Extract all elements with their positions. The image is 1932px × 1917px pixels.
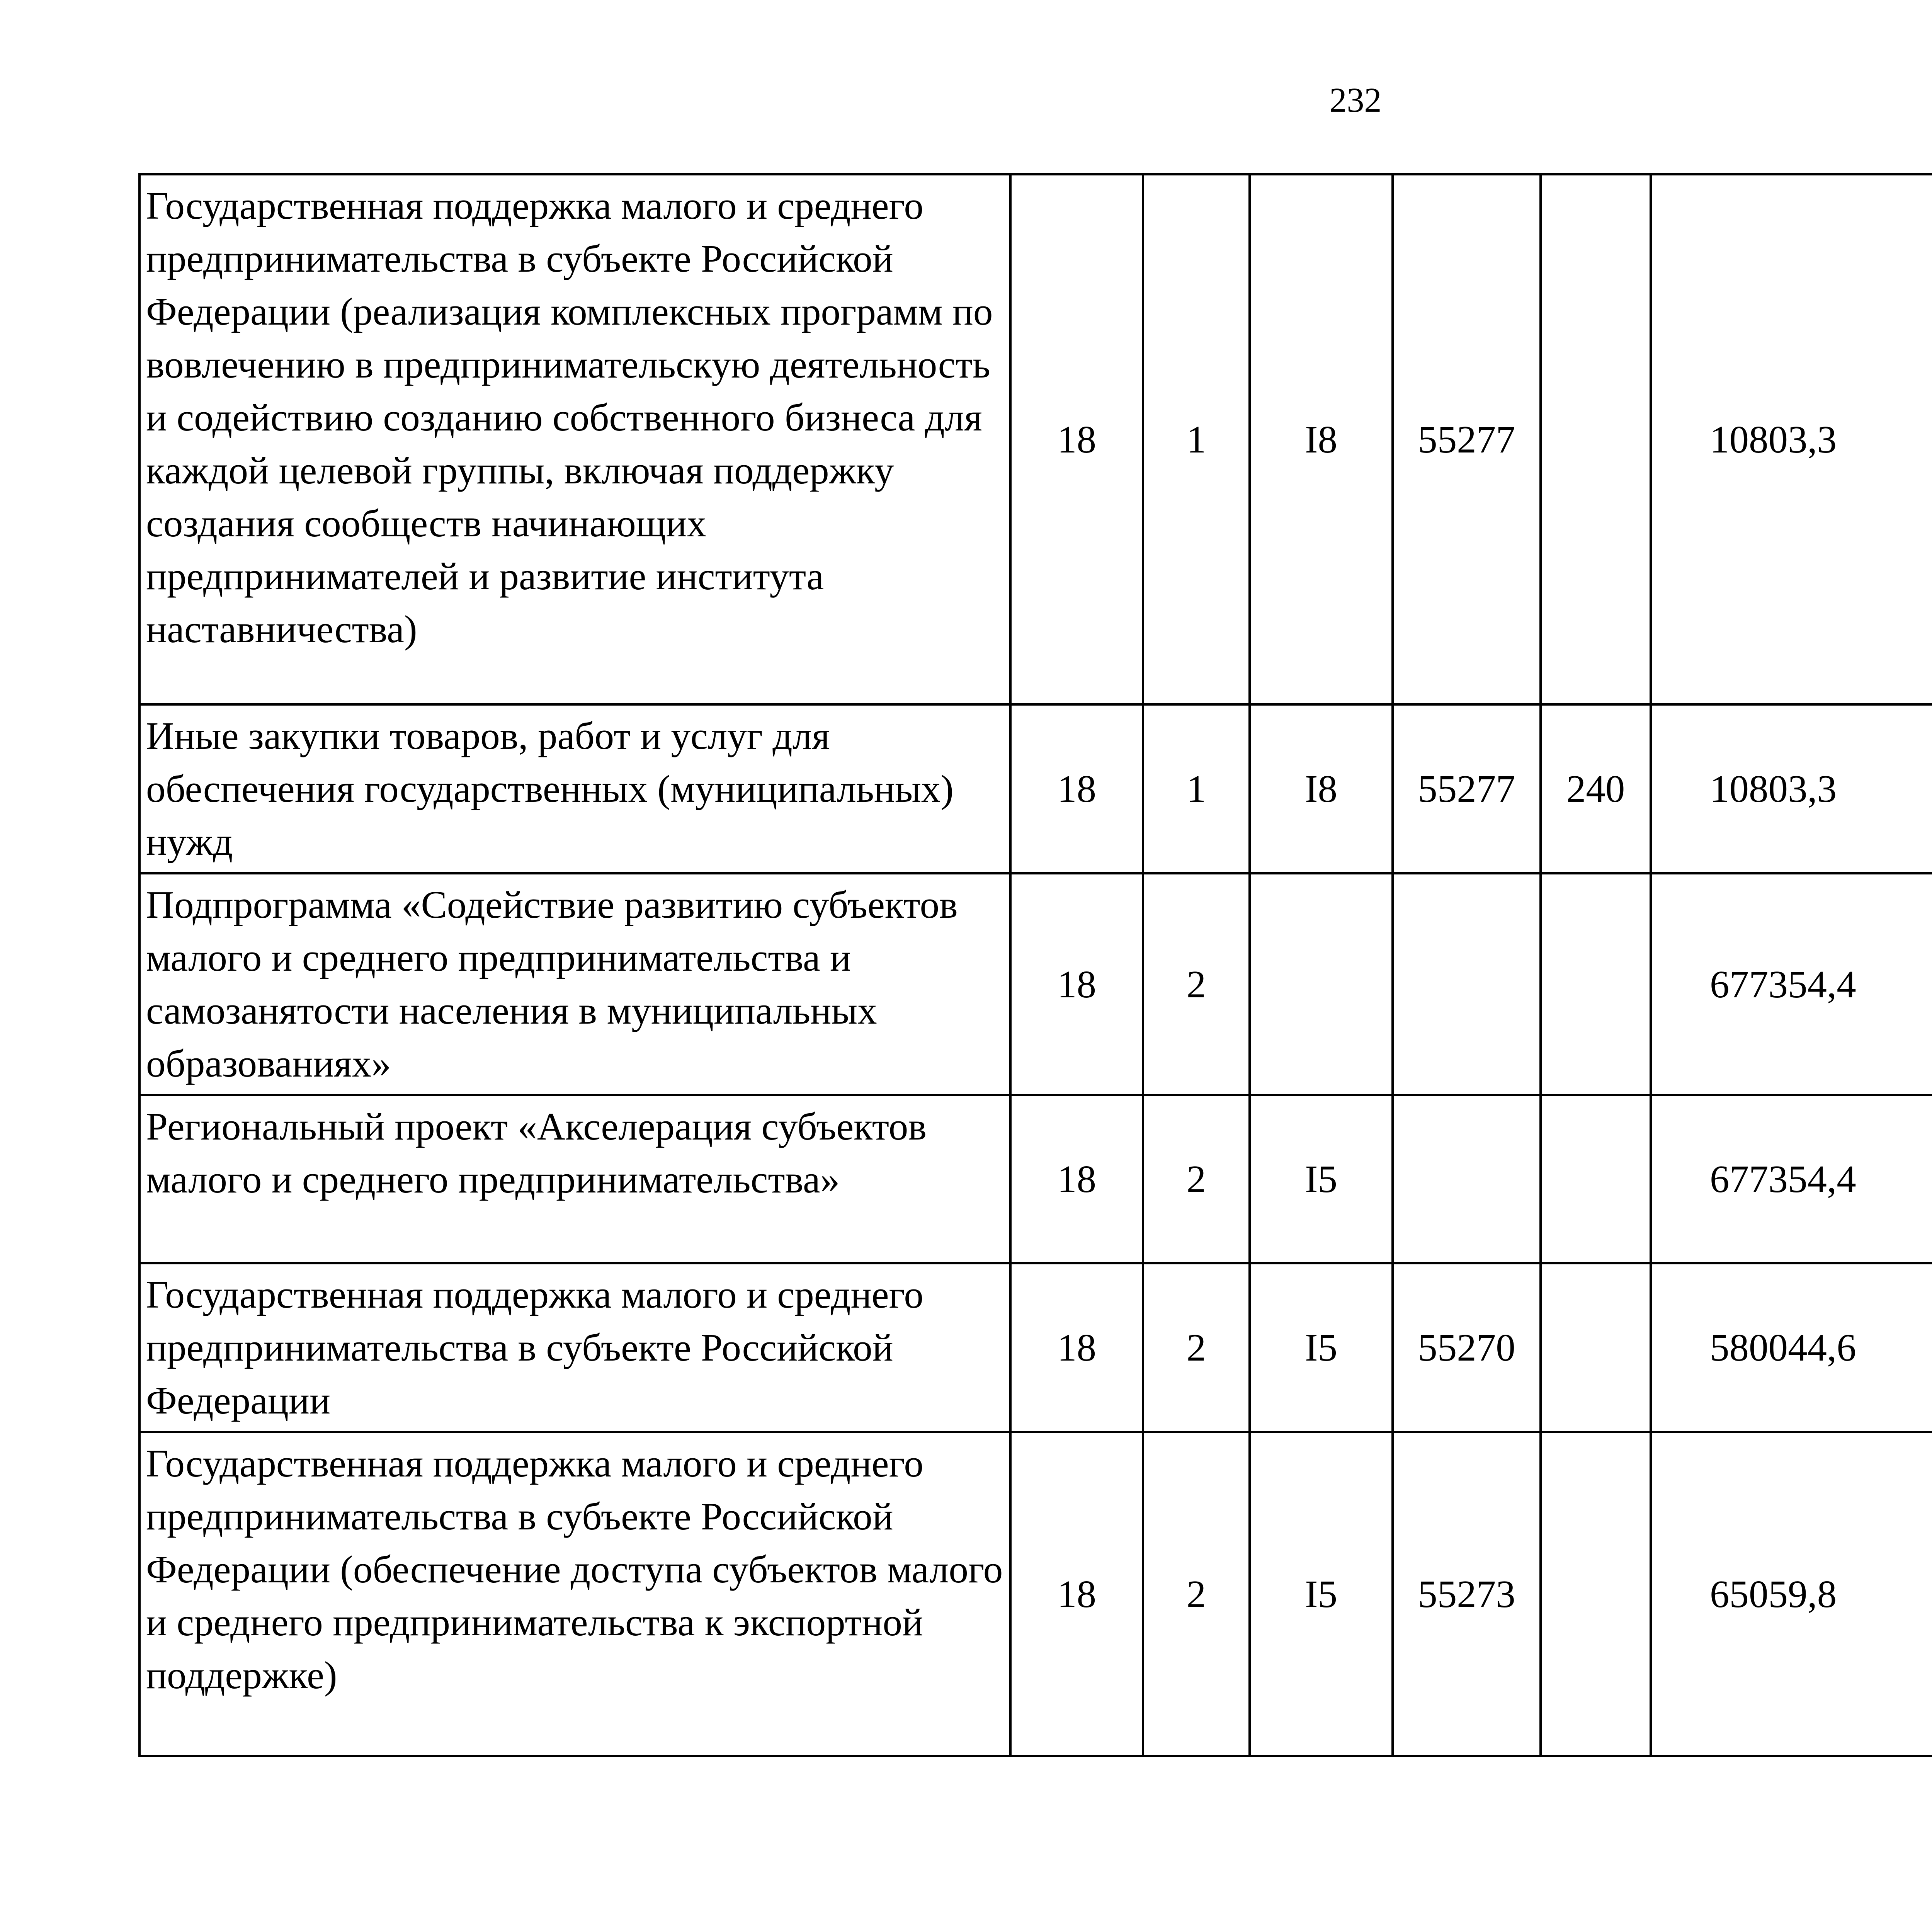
row-name-cell: Государственная поддержка малого и среднего предпринимательства в субъекте Российской Федерации (обеспечение доступа субъектов малого и среднего предпринимательства к экспортной поддержке) — [139, 1432, 1010, 1756]
subprogram-code-cell: 2 — [1143, 873, 1250, 1095]
expense-type-cell — [1541, 873, 1651, 1095]
row-name-cell: Государственная поддержка малого и среднего предпринимательства в субъекте Российской Федерации (реализация комплексных программ по вовлечению в предпринимательскую деятельность и содействию созданию собственного бизнеса для каждой целевой группы, включая поддержку создания сообществ начинающих предпринимателей и развитие института наставничества) — [139, 174, 1010, 704]
amount-1-cell: 580044,6 — [1651, 1263, 1932, 1432]
program-code-cell: 18 — [1010, 704, 1143, 873]
direction-code-cell — [1393, 1095, 1541, 1263]
table-row — [139, 1263, 1932, 1432]
subprogram-code-cell: 2 — [1143, 1432, 1250, 1756]
subprogram-code-cell: 2 — [1143, 1263, 1250, 1432]
amount-1-cell: 677354,4 — [1651, 873, 1932, 1095]
row-name-cell: Иные закупки товаров, работ и услуг для обеспечения государственных (муниципальных) нужд — [139, 704, 1010, 873]
project-code-cell: I5 — [1250, 1263, 1393, 1432]
program-code-cell: 18 — [1010, 1095, 1143, 1263]
project-code-cell — [1250, 873, 1393, 1095]
table-row — [139, 704, 1932, 873]
amount-1-cell: 65059,8 — [1651, 1432, 1932, 1756]
subprogram-code-cell: 2 — [1143, 1095, 1250, 1263]
program-code-cell: 18 — [1010, 1263, 1143, 1432]
program-code-cell: 18 — [1010, 873, 1143, 1095]
project-code-cell: I5 — [1250, 1432, 1393, 1756]
table-row — [139, 873, 1932, 1095]
direction-code-cell: 55273 — [1393, 1432, 1541, 1756]
subprogram-code-cell: 1 — [1143, 174, 1250, 704]
table-row — [139, 1095, 1932, 1263]
budget-table — [138, 173, 1932, 1757]
expense-type-cell — [1541, 1095, 1651, 1263]
subprogram-code-cell: 1 — [1143, 704, 1250, 873]
table-row — [139, 1432, 1932, 1756]
table-row — [139, 174, 1932, 704]
row-name-cell: Региональный проект «Акселерация субъектов малого и среднего предпринимательства» — [139, 1095, 1010, 1263]
direction-code-cell — [1393, 873, 1541, 1095]
row-name-cell: Подпрограмма «Содействие развитию субъектов малого и среднего предпринимательства и самозанятости населения в муниципальных образованиях» — [139, 873, 1010, 1095]
project-code-cell: I8 — [1250, 704, 1393, 873]
direction-code-cell: 55270 — [1393, 1263, 1541, 1432]
project-code-cell: I8 — [1250, 174, 1393, 704]
expense-type-cell — [1541, 1263, 1651, 1432]
expense-type-cell — [1541, 1432, 1651, 1756]
program-code-cell: 18 — [1010, 1432, 1143, 1756]
project-code-cell: I5 — [1250, 1095, 1393, 1263]
expense-type-cell: 240 — [1541, 704, 1651, 873]
direction-code-cell: 55277 — [1393, 174, 1541, 704]
row-name-cell: Государственная поддержка малого и среднего предпринимательства в субъекте Российской Федерации — [139, 1263, 1010, 1432]
page-number: 232 — [1329, 81, 1382, 119]
program-code-cell: 18 — [1010, 174, 1143, 704]
amount-1-cell: 10803,3 — [1651, 704, 1932, 873]
expense-type-cell — [1541, 174, 1651, 704]
direction-code-cell: 55277 — [1393, 704, 1541, 873]
amount-1-cell: 10803,3 — [1651, 174, 1932, 704]
amount-1-cell: 677354,4 — [1651, 1095, 1932, 1263]
